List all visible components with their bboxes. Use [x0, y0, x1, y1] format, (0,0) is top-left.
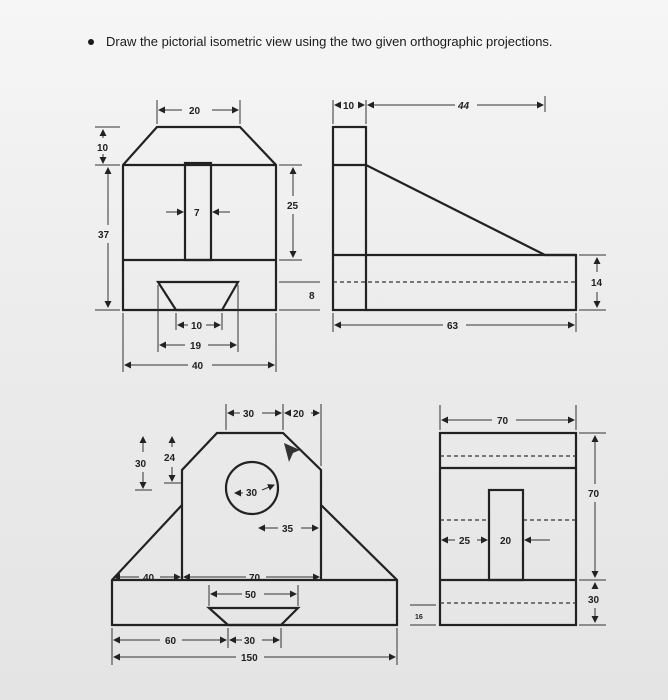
dim-label: 20 [293, 409, 305, 420]
dim-label: 19 [190, 341, 202, 352]
dim-label: 24 [164, 453, 176, 464]
dim-label: 30 [588, 595, 600, 606]
top-front-view [95, 100, 320, 372]
dim-label: 70 [588, 489, 600, 500]
dim-label: 7 [194, 208, 200, 219]
dim-label: 20 [189, 106, 201, 117]
dim-label: 10 [97, 143, 109, 154]
dim-label: 150 [241, 653, 258, 664]
dim-label: 30 [243, 409, 255, 420]
dim-label: 10 [191, 321, 203, 332]
dim-label: 63 [447, 321, 459, 332]
dim-label: 35 [282, 524, 294, 535]
dim-label: 20 [500, 536, 512, 547]
dim-label: 30 [135, 459, 147, 470]
bottom-side-view [410, 405, 606, 625]
dim-label: 10 [343, 101, 355, 112]
instruction-text: Draw the pictorial isometric view using the two given orthographic projections. [106, 34, 553, 49]
dim-label: 14 [591, 278, 603, 289]
dim-label: 30 [246, 488, 258, 499]
dim-label: 30 [244, 636, 256, 647]
dim-label: 40 [192, 361, 204, 372]
dim-label: 16 [415, 614, 423, 621]
dim-label: 70 [497, 416, 509, 427]
dim-label: 50 [245, 590, 257, 601]
bottom-front-view [112, 404, 397, 665]
dim-label: 60 [165, 636, 177, 647]
dim-label: 40 [143, 573, 155, 584]
dim-label: 37 [98, 230, 110, 241]
top-side-view [333, 96, 606, 332]
dim-label: 25 [287, 201, 299, 212]
dim-label: 25 [459, 536, 471, 547]
dim-label: 8 [309, 291, 315, 302]
dim-label: 44 [458, 101, 470, 112]
dim-label: 70 [249, 573, 261, 584]
